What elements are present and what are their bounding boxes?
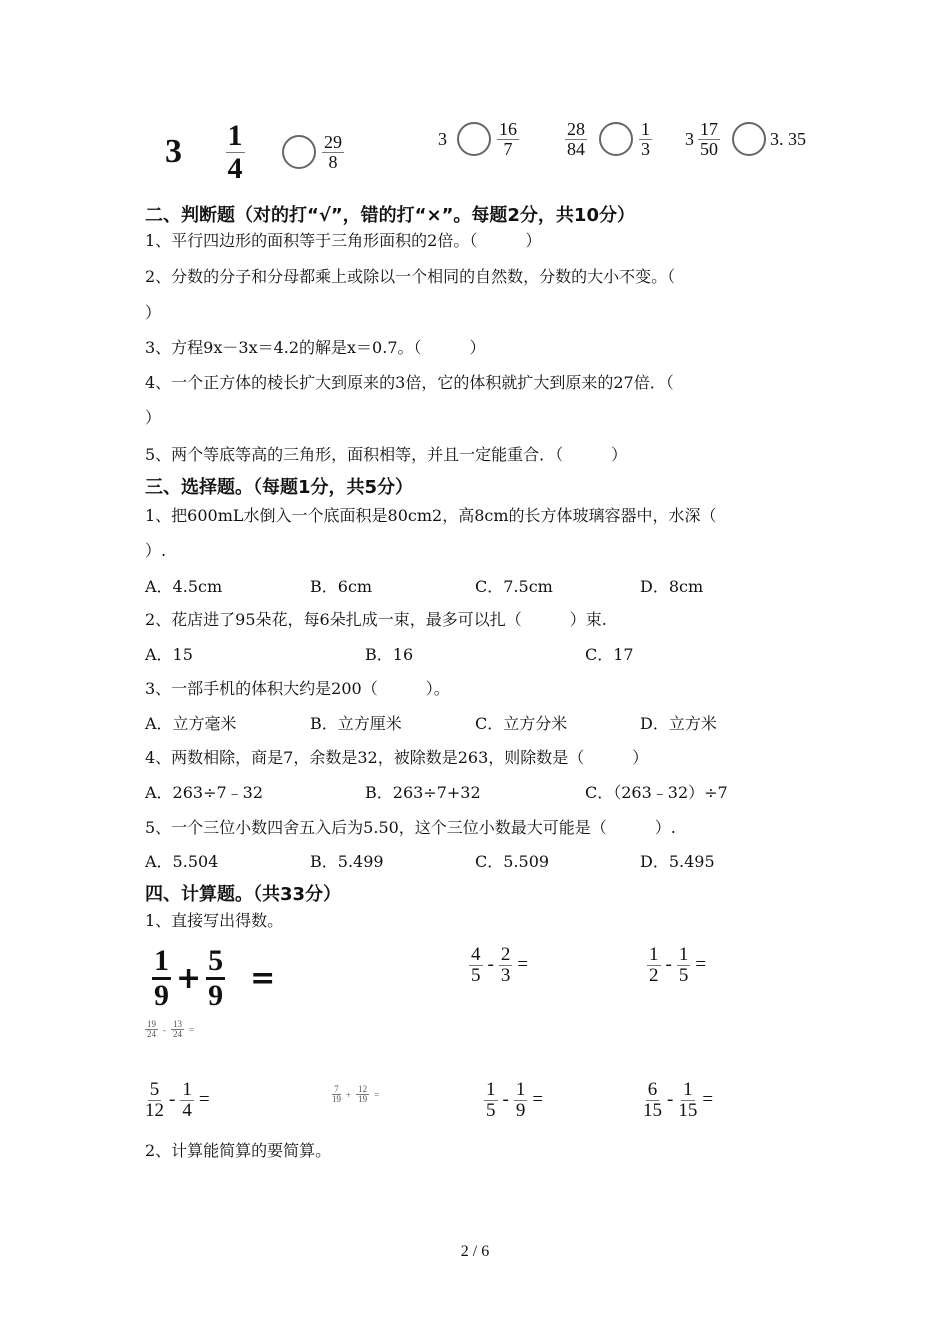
denominator: 5 [678, 964, 689, 986]
numerator: 29 [324, 131, 342, 152]
operator: - [502, 1089, 509, 1111]
numerator: 19 [147, 1019, 156, 1029]
whole-number: 3 [685, 128, 694, 149]
numerator: 28 [567, 119, 585, 139]
fraction [206, 945, 225, 1011]
fraction [180, 1080, 194, 1121]
judge-item: 1、平行四边形的面积等于三角形面积的2倍。（ ） [145, 231, 542, 250]
operator: - [487, 954, 494, 976]
denominator: 24 [173, 1029, 182, 1040]
operator: + [346, 1089, 352, 1100]
calc-expression [150, 945, 275, 1011]
denominator: 9 [154, 978, 169, 1012]
numerator: 1 [486, 1079, 496, 1100]
equals-sign: = [198, 1089, 210, 1111]
choice-question: 1、把600mL水倒入一个底面积是80cm2，高8cm的长方体玻璃容器中，水深（ [145, 506, 717, 525]
equals-sign: = [250, 960, 276, 996]
fraction [643, 1080, 662, 1121]
denominator: 15 [678, 1099, 698, 1121]
denominator: 8 [328, 151, 338, 172]
fraction [356, 1085, 369, 1105]
judge-item: ） [145, 303, 162, 322]
denominator: 9 [208, 978, 224, 1012]
calc-expression [143, 1080, 210, 1121]
choice-question: 5、一个三位小数四舍五入后为5.50，这个三位小数最大可能是（ ）. [145, 818, 676, 837]
whole-number: 3 [165, 133, 182, 170]
choice-option[interactable]: D．5.495 [640, 852, 715, 871]
numerator: 2 [500, 944, 511, 965]
numerator: 1 [152, 945, 171, 980]
page-number: 2 / 6 [460, 1243, 490, 1260]
denominator: 15 [643, 1099, 662, 1121]
operator: - [169, 1089, 176, 1111]
judge-item: 4、一个正方体的棱长扩大到原来的3倍，它的体积就扩大到原来的27倍．（ [145, 373, 674, 392]
choice-question: 2、花店进了95朵花，每6朵扎成一束，最多可以扎（ ）束. [145, 610, 607, 629]
judge-item: 3、方程9x－3x＝4.2的解是x＝0.7。（ ） [145, 338, 486, 357]
compare-item [563, 120, 654, 159]
numerator: 13 [173, 1019, 182, 1029]
fraction [497, 120, 519, 159]
choice-question-cont: ）. [145, 541, 167, 560]
denominator: 4 [227, 151, 243, 185]
denominator: 12 [145, 1099, 164, 1121]
numerator: 4 [471, 944, 481, 965]
choice-option[interactable]: B．16 [365, 645, 414, 664]
calc-expression [330, 1085, 379, 1105]
calc-expression [467, 945, 528, 986]
choice-option[interactable]: B．5.499 [310, 852, 384, 871]
numerator: 12 [358, 1084, 368, 1094]
choice-option[interactable]: C．5.509 [475, 852, 550, 871]
fraction [678, 1080, 697, 1121]
operator: - [667, 1089, 674, 1111]
judge-item: 5、两个等底等高的三角形，面积相等，并且一定能重合．（ ） [145, 445, 628, 464]
fraction [484, 1080, 498, 1121]
fraction [152, 945, 171, 1011]
denominator: 2 [649, 964, 659, 986]
denominator: 3 [500, 964, 511, 986]
calc-expression [645, 945, 706, 986]
denominator: 50 [700, 138, 718, 159]
compare-circle[interactable] [457, 122, 491, 156]
fraction [647, 945, 661, 986]
choice-option[interactable]: D．立方米 [640, 714, 717, 733]
fraction [499, 945, 513, 986]
choice-option[interactable]: C．17 [585, 645, 634, 664]
denominator: 84 [567, 138, 585, 159]
numerator: 16 [499, 119, 517, 139]
numerator: 1 [227, 119, 243, 152]
compare-item [165, 120, 346, 184]
denominator: 19 [358, 1094, 368, 1105]
equals-sign: = [532, 1089, 544, 1111]
fraction [171, 1020, 184, 1040]
judge-item: ） [145, 408, 162, 427]
section3-title: 三、选择题。（每题1分，共5分） [145, 477, 414, 498]
equals-sign: = [189, 1024, 195, 1035]
numerator: 1 [515, 1079, 526, 1100]
operator: - [665, 954, 672, 976]
operator: - [163, 1024, 166, 1035]
equals-sign: = [695, 954, 707, 976]
section2-title: 二、判断题（对的打“√”，错的打“×”。每题2分，共10分） [145, 205, 635, 226]
choice-option[interactable]: A．15 [145, 645, 193, 664]
numerator: 5 [149, 1079, 160, 1100]
numerator: 5 [206, 945, 225, 980]
fraction [698, 120, 720, 159]
denominator: 19 [332, 1094, 341, 1105]
numerator: 17 [700, 119, 718, 139]
judge-item: 2、分数的分子和分母都乘上或除以一个相同的自然数，分数的大小不变。（ [145, 267, 676, 286]
fraction [200, 120, 270, 184]
equals-sign: = [517, 954, 529, 976]
denominator: 3 [641, 138, 650, 159]
choice-option[interactable]: B．立方厘米 [310, 714, 402, 733]
fraction [677, 945, 691, 986]
calc-subtitle: 2、计算能简算的要简算。 [145, 1141, 332, 1160]
choice-option[interactable]: B．263÷7+32 [365, 783, 481, 802]
denominator: 9 [515, 1099, 526, 1121]
numerator: 1 [641, 119, 650, 139]
fraction [322, 133, 344, 172]
fraction [145, 1020, 158, 1040]
calc-expression [641, 1080, 713, 1121]
compare-circle[interactable] [599, 122, 633, 156]
denominator: 4 [182, 1099, 192, 1121]
numerator: 7 [334, 1084, 339, 1094]
whole-number: 3 [438, 128, 447, 149]
compare-item [685, 120, 806, 159]
choice-option[interactable]: A．5.504 [145, 852, 219, 871]
numerator: 1 [683, 1079, 693, 1100]
compare-item [438, 120, 521, 159]
choice-option[interactable]: A．立方毫米 [145, 714, 237, 733]
equals-sign: = [702, 1089, 714, 1111]
fraction [639, 120, 652, 159]
choice-option[interactable]: D．8cm [640, 577, 704, 596]
denominator: 5 [471, 964, 481, 986]
choice-option[interactable]: B．6cm [310, 577, 373, 596]
calc-expression [143, 1020, 194, 1040]
operator: + [176, 960, 202, 996]
whole-number: 3. 35 [770, 128, 806, 149]
choice-option[interactable]: C．（263﹣32）÷7 [585, 783, 728, 802]
denominator: 24 [147, 1029, 156, 1040]
choice-option[interactable]: A．263÷7﹣32 [145, 783, 264, 802]
choice-option[interactable]: C．7.5cm [475, 577, 553, 596]
choice-question: 4、两数相除，商是7，余数是32，被除数是263，则除数是（ ） [145, 748, 649, 767]
numerator: 1 [678, 944, 689, 965]
fraction [514, 1080, 528, 1121]
compare-circle[interactable] [732, 122, 766, 156]
equals-sign: = [374, 1089, 380, 1100]
numerator: 1 [182, 1079, 192, 1100]
section4-title: 四、计算题。（共33分） [145, 884, 342, 905]
choice-question: 3、一部手机的体积大约是200（ ）。 [145, 679, 450, 698]
calc-expression [482, 1080, 543, 1121]
fraction [145, 1080, 164, 1121]
compare-circle[interactable] [282, 135, 316, 169]
choice-option[interactable]: C．立方分米 [475, 714, 568, 733]
fraction [332, 1085, 341, 1105]
numerator: 6 [647, 1079, 658, 1100]
numerator: 1 [649, 944, 659, 965]
fraction [469, 945, 483, 986]
choice-option[interactable]: A．4.5cm [145, 577, 223, 596]
denominator: 7 [503, 138, 513, 159]
denominator: 5 [486, 1099, 496, 1121]
calc-subtitle: 1、直接写出得数。 [145, 911, 284, 930]
fraction [565, 120, 587, 159]
